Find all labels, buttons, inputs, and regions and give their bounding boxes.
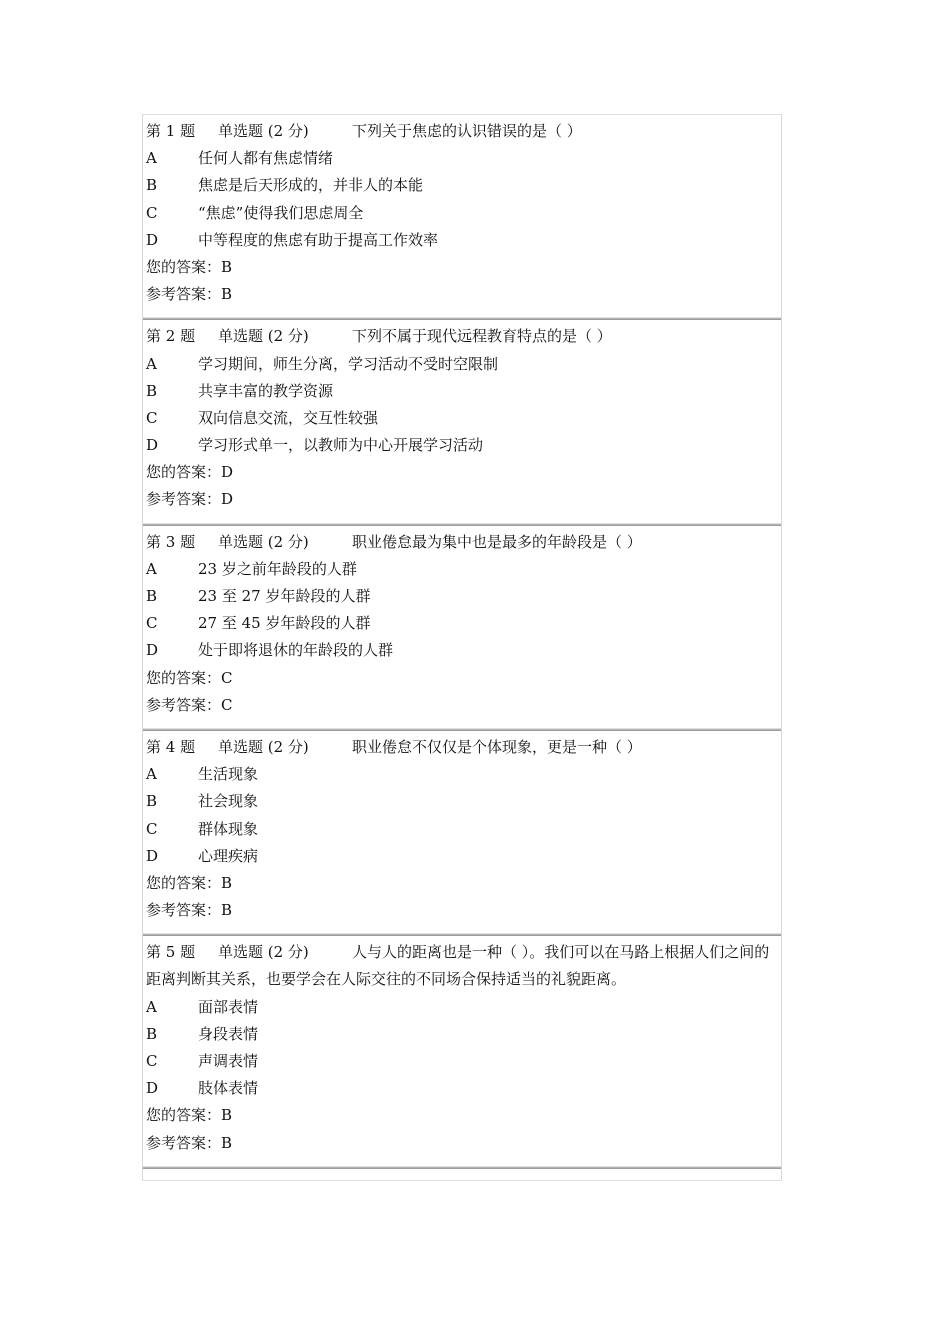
question-header [146, 529, 781, 556]
option-text: 中等程度的焦虑有助于提高工作效率 [198, 230, 439, 249]
option-text: 23 至 27 岁年龄段的人群 [198, 587, 371, 605]
option-a [146, 351, 781, 378]
question-block-4 [143, 731, 781, 933]
option-b [146, 172, 781, 199]
your-answer: 您的答案：B [146, 1106, 233, 1125]
question-stem: 下列关于焦虑的认识错误的是（ ） [352, 122, 582, 140]
option-text: 共享丰富的教学资源 [198, 381, 334, 400]
option-d [146, 227, 781, 254]
reference-answer: 参考答案：B [146, 901, 233, 920]
option-letter: B [146, 792, 158, 811]
question-block-3 [143, 526, 781, 728]
option-b [146, 788, 781, 815]
option-letter: A [146, 997, 157, 1016]
option-text: 身段表情 [198, 1024, 259, 1043]
option-letter: C [146, 614, 158, 633]
option-letter: D [146, 846, 159, 865]
question-stem: 人与人的距离也是一种（ ）。我们可以在马路上根据人们之间的距离判断其关系，也要学会在人际交往的不同场合保持适当的礼貌距离。 [146, 943, 770, 989]
option-letter: A [146, 559, 157, 578]
reference-answer: 参考答案：C [146, 695, 233, 714]
option-text: 生活现象 [198, 765, 259, 784]
question-number: 第 2 题 [146, 327, 196, 346]
question-block-2 [143, 320, 781, 522]
option-text: 学习形式单一，以教师为中心开展学习活动 [198, 436, 484, 455]
option-text: 23 岁之前年龄段的人群 [198, 559, 357, 578]
option-letter: A [146, 354, 157, 373]
option-letter: C [146, 819, 158, 838]
option-text: 心理疾病 [198, 846, 259, 865]
quiz-sheet [142, 114, 782, 1181]
option-text: 焦虑是后天形成的，并非人的本能 [198, 176, 424, 195]
option-text: “焦虑”使得我们思虑周全 [198, 203, 364, 222]
question-stem: 职业倦怠不仅仅是个体现象，更是一种（ ） [352, 737, 642, 756]
question-header [146, 939, 781, 993]
question-type: 单选题 (2 分) [218, 943, 309, 962]
question-number: 第 3 题 [146, 532, 196, 551]
option-text: 学习期间，师生分离，学习活动不受时空限制 [198, 354, 499, 373]
option-letter: D [146, 1079, 159, 1098]
option-letter: D [146, 436, 159, 455]
question-number: 第 1 题 [146, 122, 196, 140]
option-c [146, 405, 781, 432]
option-d [146, 843, 781, 870]
option-text: 处于即将退休的年龄段的人群 [198, 641, 394, 660]
option-letter: B [146, 381, 158, 400]
question-header [146, 323, 781, 350]
option-c [146, 1048, 781, 1075]
question-stem: 下列不属于现代远程教育特点的是（ ） [352, 327, 612, 346]
option-letter: B [146, 176, 158, 195]
question-stem: 职业倦怠最为集中也是最多的年龄段是（ ） [352, 532, 642, 551]
sheet-footer-space [143, 1169, 781, 1180]
option-text: 27 至 45 岁年龄段的人群 [198, 614, 371, 633]
option-text: 肢体表情 [198, 1079, 259, 1098]
option-letter: D [146, 230, 159, 249]
reference-answer: 参考答案：B [146, 1133, 233, 1152]
option-letter: C [146, 408, 158, 427]
option-c [146, 816, 781, 843]
question-type: 单选题 (2 分) [218, 737, 309, 756]
option-a [146, 761, 781, 788]
option-letter: D [146, 641, 159, 660]
your-answer: 您的答案：D [146, 463, 234, 482]
question-header [146, 734, 781, 761]
your-answer: 您的答案：B [146, 873, 233, 892]
your-answer: 您的答案：B [146, 257, 233, 276]
option-letter: B [146, 1024, 158, 1043]
option-text: 双向信息交流，交互性较强 [198, 408, 379, 427]
option-letter: A [146, 149, 157, 168]
option-letter: C [146, 1052, 158, 1071]
question-block-5 [143, 936, 781, 1166]
option-d [146, 432, 781, 459]
option-letter: B [146, 587, 158, 605]
option-text: 面部表情 [198, 997, 259, 1016]
question-type: 单选题 (2 分) [218, 327, 309, 346]
option-c [146, 610, 781, 637]
option-b [146, 583, 781, 610]
option-c [146, 200, 781, 227]
question-type: 单选题 (2 分) [218, 122, 309, 140]
option-text: 任何人都有焦虑情绪 [198, 149, 334, 168]
question-number: 第 4 题 [146, 737, 196, 756]
option-a [146, 994, 781, 1021]
option-b [146, 1021, 781, 1048]
reference-answer: 参考答案：B [146, 285, 233, 304]
option-text: 社会现象 [198, 792, 259, 811]
option-d [146, 1075, 781, 1102]
option-a [146, 145, 781, 172]
option-d [146, 637, 781, 664]
question-type: 单选题 (2 分) [218, 532, 309, 551]
question-header [146, 118, 781, 145]
option-letter: A [146, 765, 157, 784]
option-b [146, 378, 781, 405]
reference-answer: 参考答案：D [146, 490, 234, 509]
option-letter: C [146, 203, 158, 222]
option-a [146, 556, 781, 583]
question-number: 第 5 题 [146, 943, 196, 962]
your-answer: 您的答案：C [146, 668, 233, 687]
question-block-1 [143, 115, 781, 317]
option-text: 群体现象 [198, 819, 259, 838]
option-text: 声调表情 [198, 1052, 259, 1071]
